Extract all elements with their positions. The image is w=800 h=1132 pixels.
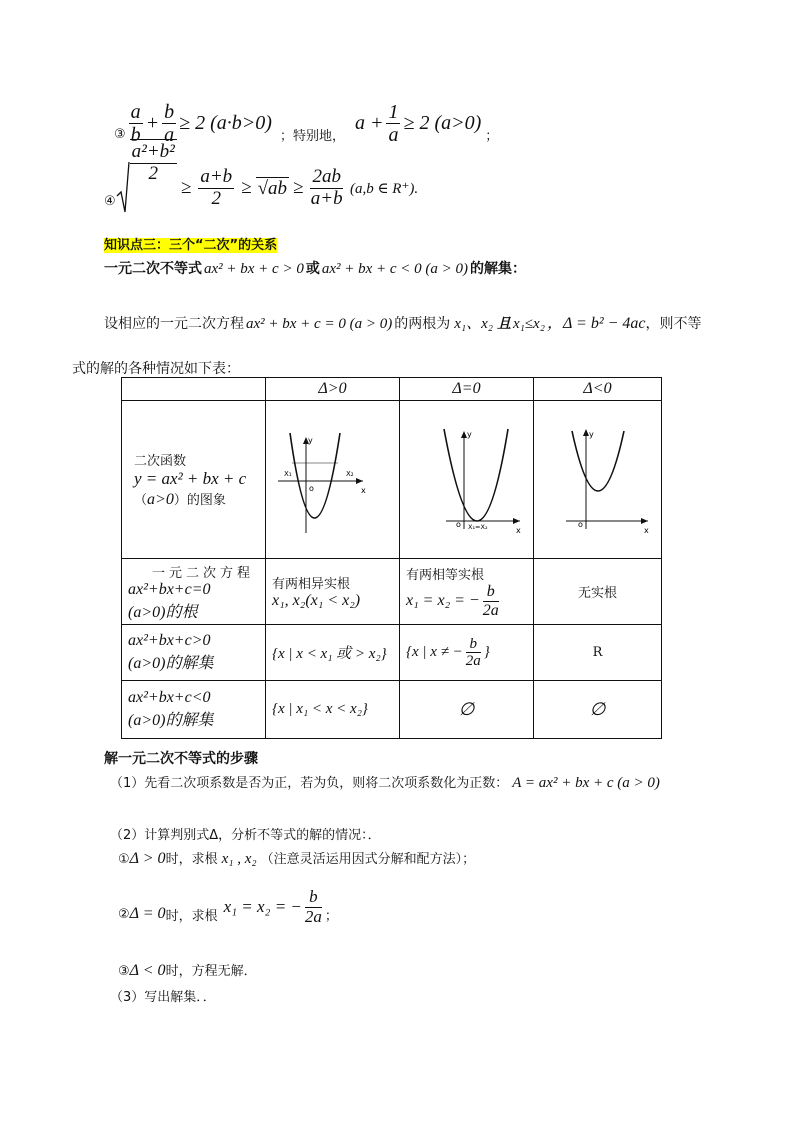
less-solution-two-roots: {x | x₁ < x < x₂} bbox=[266, 681, 400, 739]
row-roots-label-c: (a>0)的根 bbox=[128, 603, 198, 621]
fraction-a-over-b: $\frac{a}{b}$ bbox=[130, 100, 141, 146]
roots-two-equal-den: 2a bbox=[482, 601, 499, 619]
header-delta-negative: Δ<0 bbox=[534, 378, 662, 401]
step-1-text: （1）先看二次项系数是否为正，若为负，则将二次项系数化为正数： bbox=[110, 776, 509, 791]
ineq4-tail: (a,b ∈ R⁺). bbox=[349, 180, 419, 197]
table-row-less bbox=[122, 681, 662, 739]
case-2-cond: Δ = 0 bbox=[129, 905, 166, 923]
parabola-no-root-icon bbox=[536, 403, 660, 553]
graph3-origin-label: o bbox=[577, 519, 583, 529]
ineq3-end: ； bbox=[485, 128, 499, 144]
roots-two-distinct-text: 有两相异实根 bbox=[272, 577, 351, 592]
intro-line-2: 式的解的各种情况如下表： bbox=[72, 361, 240, 377]
ineq3-lhs2: a + bbox=[354, 111, 384, 134]
greater-solution-one-root-den: 2a bbox=[465, 653, 481, 669]
case-3 bbox=[118, 960, 257, 980]
parabola-two-roots-icon bbox=[268, 403, 398, 553]
row-greater-label-b: (a>0)的解集 bbox=[128, 655, 214, 672]
intro-part2: 的两根为 bbox=[394, 316, 451, 332]
section-title: 知识点三：三个“二次”的关系 bbox=[104, 238, 278, 253]
case-2-text: 时，求根 bbox=[165, 908, 218, 924]
marker-3: ③ bbox=[114, 126, 126, 142]
case-3-marker: ③ bbox=[118, 964, 130, 979]
case-1 bbox=[118, 848, 475, 868]
row-graph-label bbox=[122, 401, 266, 559]
table-row-graph bbox=[122, 401, 662, 559]
graph1-x2-label: X₂ bbox=[345, 469, 354, 478]
subtitle-expr1: ax² + bx + c > 0 bbox=[204, 261, 304, 277]
roots-none: 无实根 bbox=[534, 559, 662, 625]
table-header-row bbox=[122, 378, 662, 401]
case-2-den: 2a bbox=[304, 906, 322, 926]
case-2-marker: ② bbox=[118, 906, 130, 922]
step-2: （2）计算判别式Δ，分析不等式的解的情况：． bbox=[110, 828, 381, 843]
graph3-x-label: x bbox=[643, 525, 649, 535]
roots-two-distinct-expr: x₁, x₂(x₁ < x₂) bbox=[272, 592, 361, 609]
marker-4: ④ bbox=[104, 193, 116, 209]
row-roots-label-a: 一元二次方程 bbox=[152, 565, 255, 581]
row-greater-label-a: ax²+bx+c>0 bbox=[128, 632, 211, 649]
intro-line-1 bbox=[104, 310, 702, 333]
table-row-greater bbox=[122, 625, 662, 681]
intro-delta: ，Δ = b² − 4ac bbox=[546, 315, 646, 332]
ineq3-rhs2: ≥ 2 (a>0) bbox=[403, 111, 482, 134]
case-2-end: ； bbox=[324, 908, 338, 924]
graph2-y-label: y bbox=[466, 429, 472, 439]
section-title-wrap bbox=[104, 234, 277, 253]
case-2-expr: x₁ = x₂ = − bbox=[223, 897, 302, 917]
step-3: （3）写出解集．． bbox=[110, 990, 216, 1005]
greater-solution-two-roots: {x | x < x₁ 或 > x₂} bbox=[266, 625, 400, 681]
row-less-label-a: ax²+bx+c<0 bbox=[128, 689, 211, 706]
sqrt-mean-square: $\frac{\text{a²+b²}}{2}$ bbox=[116, 160, 177, 216]
step-1 bbox=[110, 772, 660, 792]
graph2-x-label: x bbox=[515, 525, 521, 535]
greater-solution-no-root: R bbox=[534, 625, 662, 681]
steps-title: 解一元二次不等式的步骤 bbox=[104, 751, 258, 767]
intro-and: 且 bbox=[496, 316, 511, 332]
intro-part3: ，则不等 bbox=[645, 316, 702, 332]
fraction-b-over-a: $\frac{b}{a}$ bbox=[164, 100, 175, 146]
sqrt-sign-icon bbox=[116, 160, 130, 216]
case-3-text: 时，方程无解． bbox=[165, 964, 257, 979]
header-delta-zero: Δ=0 bbox=[400, 378, 534, 401]
case-1-roots: x₁ , x₂ bbox=[221, 851, 257, 867]
row-graph-label-d: a>0 bbox=[147, 491, 174, 508]
greater-solution-one-root-a: {x | x ≠ − bbox=[406, 644, 463, 660]
ineq3-sep: ；特别地， bbox=[279, 128, 345, 144]
case-3-cond: Δ < 0 bbox=[129, 962, 166, 979]
less-solution-no-root: ∅ bbox=[534, 681, 662, 739]
roots-two-equal-num: b bbox=[483, 583, 499, 602]
graph1-x1-label: X₁ bbox=[283, 469, 292, 478]
row-greater-label bbox=[122, 625, 266, 681]
graph-cell-delta-zero bbox=[400, 401, 534, 559]
intro-eq: ax² + bx + c = 0 (a > 0) bbox=[246, 316, 393, 332]
less-solution-one-root: ∅ bbox=[400, 681, 534, 739]
header-delta-positive: Δ>0 bbox=[266, 378, 400, 401]
inequality-4: ④ $\frac{\text{a²+b²}}{2}$ ≥ $\frac{a+b}{2}$ ≥ √ab ≥ $\frac{2ab}{a+b}$ (a,b ∈ R⁺). bbox=[104, 160, 418, 216]
row-graph-label-a: 二次函数 bbox=[134, 454, 187, 469]
row-less-label bbox=[122, 681, 266, 739]
case-2 bbox=[118, 888, 338, 926]
case-1-marker: ① bbox=[118, 852, 130, 867]
three-quadratics-table bbox=[121, 377, 662, 739]
greater-solution-one-root bbox=[400, 625, 534, 681]
greater-solution-one-root-b: } bbox=[483, 644, 490, 660]
header-empty bbox=[122, 378, 266, 401]
case-2-num: b bbox=[305, 888, 322, 908]
row-graph-label-c: （ bbox=[134, 493, 148, 508]
subtitle bbox=[104, 258, 526, 278]
roots-two-distinct bbox=[266, 559, 400, 625]
graph-cell-delta-negative bbox=[534, 401, 662, 559]
roots-two-equal-expr: x₁ = x₂ = − bbox=[406, 592, 480, 609]
roots-two-equal bbox=[400, 559, 534, 625]
roots-two-equal-text: 有两相等实根 bbox=[406, 567, 485, 583]
case-1-cond: Δ > 0 bbox=[129, 850, 166, 867]
step-1-expr: A = ax² + bx + c (a > 0) bbox=[512, 775, 660, 791]
parabola-one-root-icon bbox=[402, 403, 532, 553]
subtitle-suffix: 的解集： bbox=[470, 261, 527, 277]
intro-roots: x₁、x₂ bbox=[454, 316, 493, 332]
fraction-1-over-a: $\frac{1}{a}$ bbox=[388, 100, 399, 146]
table-row-roots bbox=[122, 559, 662, 625]
graph-cell-delta-positive bbox=[266, 401, 400, 559]
subtitle-or: 或 bbox=[305, 261, 320, 277]
case-1-text: 时，求根 bbox=[165, 852, 218, 867]
row-graph-label-b: y = ax² + bx + c bbox=[134, 469, 247, 488]
graph1-origin-label: o bbox=[308, 483, 314, 493]
subtitle-prefix: 一元二次不等式 bbox=[104, 261, 202, 277]
row-roots-label bbox=[122, 559, 266, 625]
subtitle-expr2: ax² + bx + c < 0 (a > 0) bbox=[321, 261, 469, 277]
graph3-y-label: y bbox=[588, 429, 594, 439]
graph1-y-label: y bbox=[307, 435, 313, 445]
row-graph-label-e: ）的图象 bbox=[173, 493, 226, 508]
case-1-note: （注意灵活运用因式分解和配方法）； bbox=[260, 852, 476, 867]
graph2-root-label: X₁=X₂ bbox=[467, 522, 488, 531]
graph2-origin-label: o bbox=[455, 519, 461, 529]
row-roots-label-b: ax²+bx+c=0 bbox=[128, 580, 211, 598]
graph1-x-label: x bbox=[360, 485, 366, 495]
greater-solution-one-root-num: b bbox=[466, 636, 481, 654]
row-less-label-b: (a>0)的解集 bbox=[128, 712, 214, 729]
ineq3-rhs1: ≥ 2 (a·b>0) bbox=[179, 111, 272, 134]
inequality-3: ③ $\frac{a}{b}$ + $\frac{b}{a}$ ≥ 2 (a·b>0) ；特别地， a + $\frac{1}{a}$ ≥ 2 (a>0) ； bbox=[114, 100, 499, 146]
intro-part1: 设相应的一元二次方程 bbox=[104, 316, 244, 332]
intro-order: x₁≤x₂ bbox=[512, 316, 545, 332]
